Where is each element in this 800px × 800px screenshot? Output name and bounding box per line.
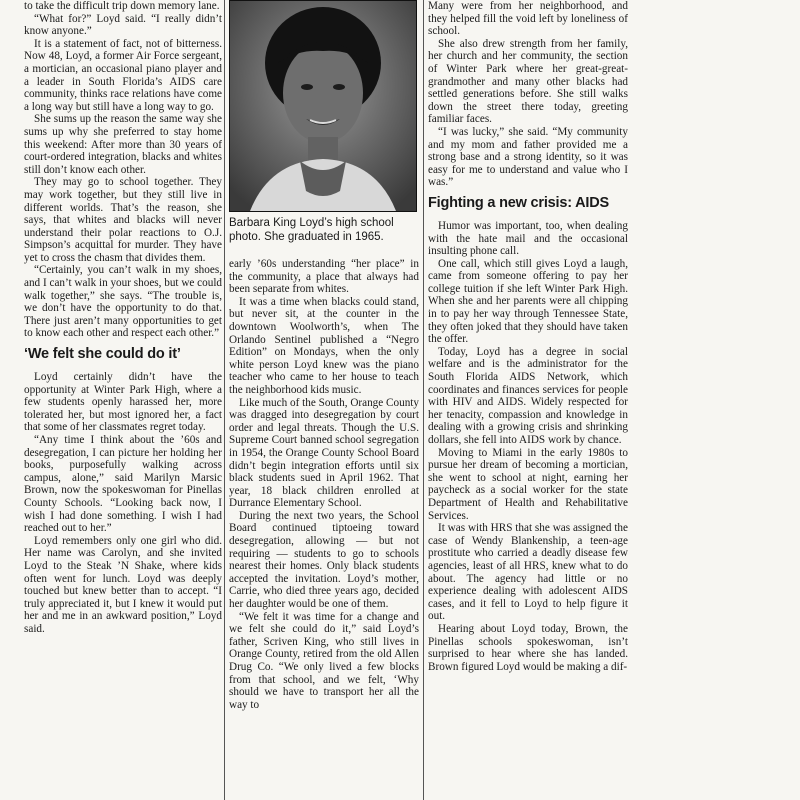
paragraph: “Certainly, you can’t walk in my shoes, and I can’t walk in your shoes, but we could walk together,” she says. “The trouble is, we don’t have the opportunity to do that. There just aren’t many opportunities to get to know each other and respect each other.” — [24, 264, 222, 340]
high-school-photo — [229, 0, 417, 212]
paragraph: She sums up the reason the same way she sums up why she preferred to stay home this weekend: After more than 30 years of court-ordered integration, blacks and whites still don’t know each other. — [24, 113, 222, 176]
column-rule — [423, 0, 424, 800]
paragraph: They may go to school together. They may work together, but they still live in different worlds. That’s the reason, she says, that whites and blacks will never understand their polar reactions to O.J. Simpson’s acquittal for murder. They have yet to cross the chasm that divides them. — [24, 176, 222, 264]
paragraph: early ’60s understanding “her place” in the community, a place that always had been separate from whites. — [229, 258, 419, 296]
article-column-2 — [229, 258, 419, 800]
paragraph: “What for?” Loyd said. “I really didn’t know anyone.” — [24, 12, 222, 38]
section-heading-aids: Fighting a new crisis: AIDS — [428, 194, 609, 211]
paragraph: Today, Loyd has a degree in social welfare and is the administrator for the South Florida AIDS Network, which coordinates and finances services for people with HIV and AIDS. Widely respected for her tenacity, compassion and knowledge in dealing with a growing crisis and shrinking dollars, she fell into AIDS work by chance. — [428, 345, 628, 446]
paragraph: She also drew strength from her family, her church and her community, the section of Winter Park where her great-great-grandmother and many other blacks had settled generations before. She still walks down the street there today, greeting familiar faces. — [428, 37, 628, 126]
paragraph: “I was lucky,” she said. “My community and my mom and father provided me a strong base and a strong identity, so it was easy for me to understand and value who I was.” — [428, 125, 628, 189]
article-column-1 — [24, 0, 222, 800]
paragraph: Moving to Miami in the early 1980s to pursue her dream of becoming a mortician, she went to school at night, earning her paycheck as a social worker for the state Department of Health and Rehabilitative Services. — [428, 446, 628, 522]
paragraph: “We felt it was time for a change and we felt she could do it,” said Loyd’s father, Scriven King, who still lives in Orange County, retired from the old Allen Drug Co. “We only lived a few blocks from that school, and we felt, ‘Why should we have to transport her all the way to — [229, 610, 419, 711]
paragraph: One call, which still gives Loyd a laugh, came from someone offering to pay her college tuition if she left Winter Park High. When she and her parents were all chipping in to pay her way through Tennessee State, they often joked that they should have taken the offer. — [428, 257, 628, 346]
paragraph: It is a statement of fact, not of bitterness. Now 48, Loyd, a former Air Force sergeant, a mortician, an occasional piano player and a leader in South Florida’s AIDS care community, thinks race relations have come a long way but still have a long way to go. — [24, 37, 222, 113]
photo-caption: Barbara King Loyd’s high school photo. She graduated in 1965. — [229, 217, 394, 243]
paragraph: Loyd certainly didn’t have the opportunity at Winter Park High, where a few students openly harassed her, more tolerated her, but most ignored her, a fact that some of her classmates regret today. — [24, 371, 222, 434]
paragraph: “Any time I think about the ’60s and desegregation, I can picture her holding her books, purposefully walking across campus, alone,” said Marilyn Marsic Brown, now the spokeswoman for Pinellas County Schools. “Looking back now, I wish I had done something. I wish I had reached out to her.” — [24, 434, 222, 535]
column-rule — [224, 0, 225, 800]
portrait-illustration — [230, 1, 416, 211]
paragraph: Like much of the South, Orange County was dragged into desegregation by court order and legal threats. Though the U.S. Supreme Court banned school segregation in 1954, the Orange County School Board didn’t begin integration efforts until six black students sued in April 1962. That year, 18 black children enrolled at Durrance Elementary School. — [229, 396, 419, 510]
paragraph: It was with HRS that she was assigned the case of Wendy Blankenship, a teen-age prostitute who carried a deadly disease few agencies, least of all HRS, knew what to do about. The agency had little or no experience dealing with adolescent AIDS cases, and it fell to Loyd to help figure it out. — [428, 522, 628, 623]
paragraph: Loyd remembers only one girl who did. Her name was Carolyn, and she invited Loyd to the Steak ’N Shake, where kids often went for lunch. Loyd was deeply touched but knew better than to accept. “I truly appreciated it, but I knew it would put her and me in an awkward position,” Loyd said. — [24, 534, 222, 635]
paragraph: Many were from her neighborhood, and they helped fill the void left by loneliness of school. — [428, 0, 628, 38]
paragraph: During the next two years, the School Board continued tiptoeing toward desegregation, allowing — but not requiring — students to go to schools nearest their homes. Only black students accepted the invitation. Loyd’s mother, Carrie, who died three years ago, decided her daughter would be one of them. — [229, 509, 419, 611]
paragraph: to take the difficult trip down memory lane. — [24, 0, 220, 12]
article-column-3 — [428, 0, 628, 800]
paragraph: It was a time when blacks could stand, but never sit, at the counter in the downtown Woolworth’s, when The Orlando Sentinel published a “Negro Edition” on Mondays, when the only white person Loyd knew was the piano teacher who came to her house to teach the neighborhood kids music. — [229, 295, 419, 396]
paragraph: Humor was important, too, when dealing with the hate mail and the occasional insulting phone call. — [428, 219, 628, 258]
paragraph: Hearing about Loyd today, Brown, the Pinellas schools spokeswoman, isn’t surprised to hear where she has landed. Brown figured Loyd would be making a dif- — [428, 622, 628, 673]
section-heading-we-felt: ‘We felt she could do it’ — [24, 346, 181, 363]
